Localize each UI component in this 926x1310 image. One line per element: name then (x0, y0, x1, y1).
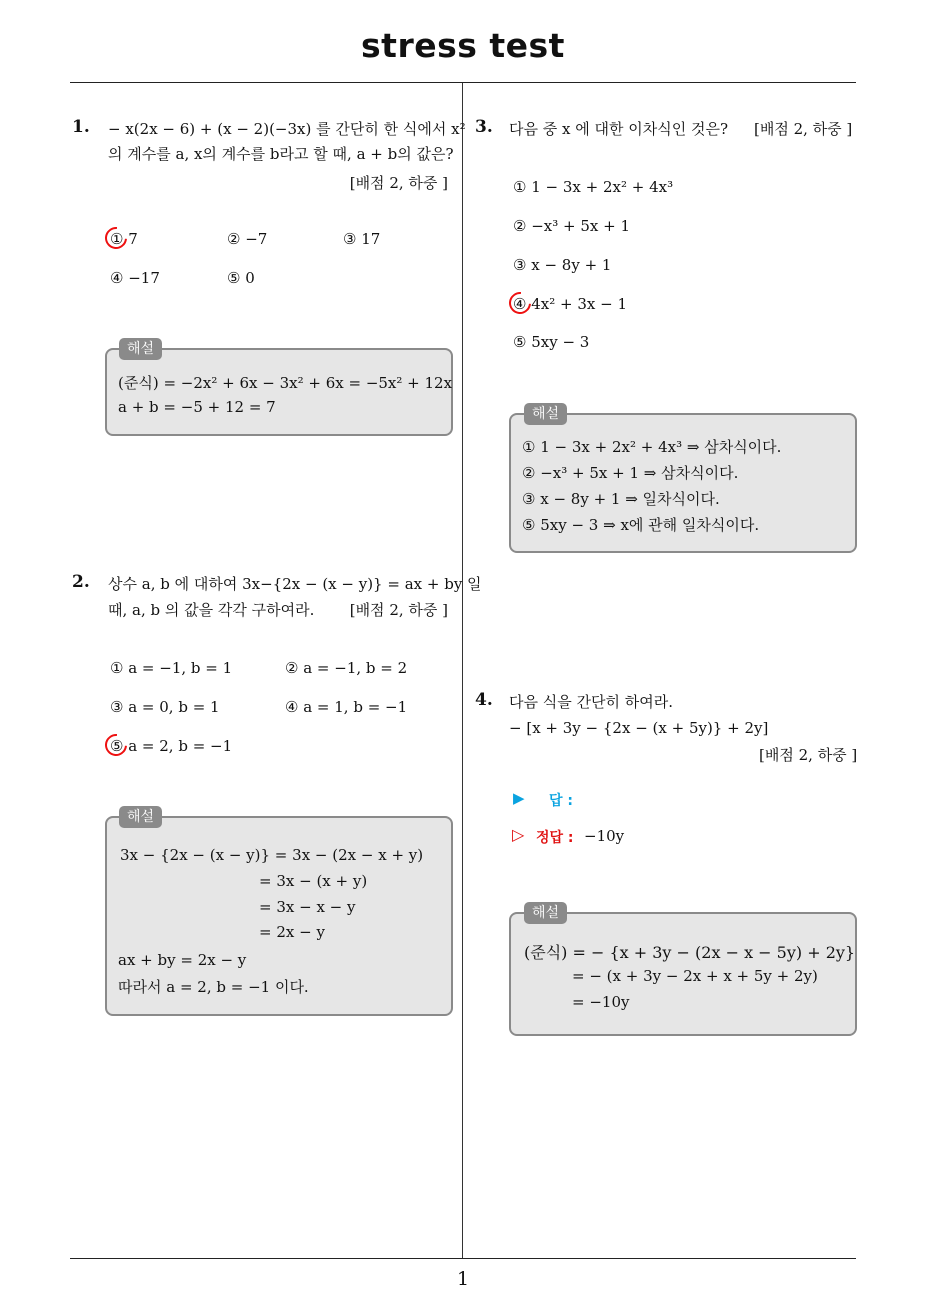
solution-line: = 2x − y (259, 923, 325, 941)
selected-answer-mark (101, 730, 132, 761)
page-title: stress test (361, 26, 565, 65)
choice-5[interactable]: ⑤ 0 (227, 269, 255, 287)
choice-2[interactable]: ② a = −1, b = 2 (285, 659, 408, 677)
choice-3[interactable]: ③ x − 8y + 1 (513, 256, 612, 274)
question-text-line2: − [x + 3y − {2x − (x + 5y)} + 2y] (509, 719, 769, 737)
selected-answer-mark (101, 223, 132, 254)
score-info: [배점 2, 하중 ] (349, 601, 448, 619)
solution-line: ⑤ 5xy − 3 ⇒ x에 관해 일차식이다. (522, 516, 760, 534)
choice-3[interactable]: ③ a = 0, b = 1 (110, 698, 220, 716)
solution-line: (준식) = − {x + 3y − (2x − x − 5y) + 2y} (524, 943, 856, 962)
solution-line: ① 1 − 3x + 2x² + 4x³ ⇒ 삼차식이다. (522, 438, 782, 456)
solution-tab: 해설 (524, 902, 567, 924)
solution-line: ② −x³ + 5x + 1 ⇒ 삼차식이다. (522, 464, 739, 482)
page-number: 1 (456, 1268, 470, 1290)
outline-triangle-icon: ▷ (512, 825, 525, 844)
choice-3[interactable]: ③ 17 (343, 230, 381, 248)
solution-line: = −10y (572, 993, 630, 1011)
choice-4[interactable]: ④ 4x² + 3x − 1 (513, 295, 627, 313)
choice-4[interactable]: ④ a = 1, b = −1 (285, 698, 408, 716)
score-info: [배점 2, 하중 ] (349, 174, 448, 192)
question-number: 2. (72, 572, 90, 592)
question-text-line1: 다음 중 x 에 대한 이차식인 것은? (509, 120, 728, 138)
solution-line: 따라서 a = 2, b = −1 이다. (118, 978, 309, 996)
solution-tab: 해설 (524, 403, 567, 425)
solution-line: = 3x − (x + y) (259, 872, 368, 890)
header-rule (70, 82, 856, 83)
solution-line: = 3x − x − y (259, 898, 356, 916)
correct-answer-value: −10y (584, 827, 625, 845)
play-triangle-icon: ▶ (513, 789, 525, 807)
choice-2[interactable]: ② −x³ + 5x + 1 (513, 217, 631, 235)
choice-2[interactable]: ② −7 (227, 230, 268, 248)
answer-label: 답 : (549, 793, 573, 809)
solution-line: (준식) = −2x² + 6x − 3x² + 6x = −5x² + 12x (118, 374, 453, 392)
choice-4[interactable]: ④ −17 (110, 269, 160, 287)
choice-1[interactable]: ① 1 − 3x + 2x² + 4x³ (513, 178, 674, 196)
question-text-line2: 때, a, b 의 값을 각각 구하여라. (108, 601, 315, 619)
question-text-line2: 의 계수를 a, x의 계수를 b라고 할 때, a + b의 값은? (108, 145, 454, 163)
choice-5[interactable]: ⑤ a = 2, b = −1 (110, 737, 233, 755)
choice-1[interactable]: ① 7 (110, 230, 138, 248)
selected-answer-mark (505, 288, 536, 319)
question-text-line1: − x(2x − 6) + (x − 2)(−3x) 를 간단히 한 식에서 x² (108, 120, 466, 138)
solution-tab: 해설 (119, 338, 162, 360)
score-info: [배점 2, 하중 ] (754, 120, 853, 138)
solution-line: a + b = −5 + 12 = 7 (118, 398, 276, 416)
solution-line: = − (x + 3y − 2x + x + 5y + 2y) (572, 967, 818, 985)
question-number: 1. (72, 117, 90, 137)
footer-rule (70, 1258, 856, 1259)
solution-line: ax + by = 2x − y (118, 951, 247, 969)
choice-5[interactable]: ⑤ 5xy − 3 (513, 333, 590, 351)
question-number: 3. (475, 117, 493, 137)
question-number: 4. (475, 690, 493, 710)
score-info: [배점 2, 하중 ] (759, 746, 858, 764)
solution-line: 3x − {2x − (x − y)} = 3x − (2x − x + y) (120, 846, 424, 864)
column-divider (462, 83, 463, 1258)
question-text-line1: 상수 a, b 에 대하여 3x−{2x − (x − y)} = ax + by 일 (108, 575, 482, 593)
question-text-line1: 다음 식을 간단히 하여라. (509, 693, 673, 711)
solution-line: ③ x − 8y + 1 ⇒ 일차식이다. (522, 490, 720, 508)
solution-tab: 해설 (119, 806, 162, 828)
choice-1[interactable]: ① a = −1, b = 1 (110, 659, 233, 677)
correct-answer-label: 정답 : (536, 830, 574, 846)
